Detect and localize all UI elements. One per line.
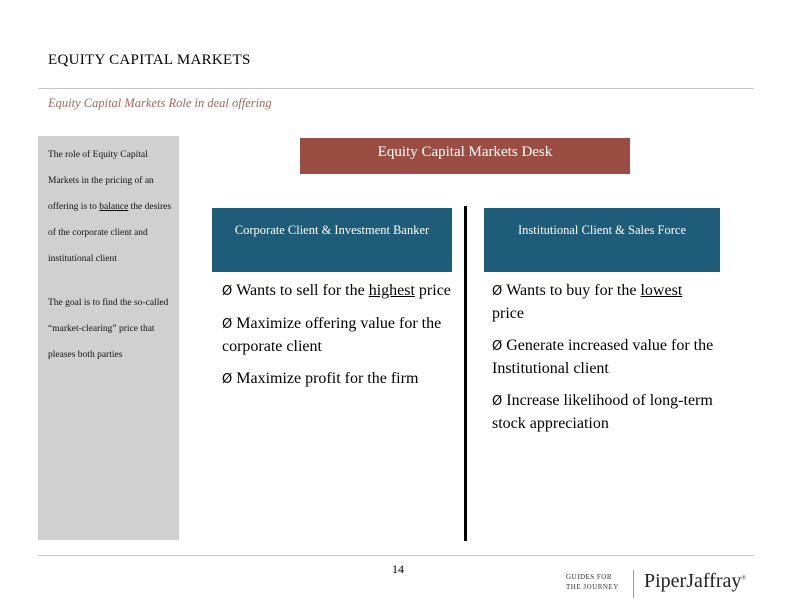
list-item (492, 280, 718, 325)
registered-mark: ® (741, 575, 746, 582)
page-number: 14 (392, 562, 404, 576)
bullet-text: Maximize profit for the firm (236, 370, 419, 387)
list-item (222, 313, 458, 358)
bullet-text: price (492, 305, 524, 322)
arrow-bullet-icon: Ø (222, 284, 233, 299)
brand-logo (644, 570, 746, 593)
bullet-text: Wants to buy for the (506, 282, 641, 299)
bullet-text-underlined: highest (368, 282, 415, 299)
arrow-bullet-icon: Ø (492, 339, 503, 354)
list-item (492, 390, 718, 435)
tagline-line: THE JOURNEY (566, 583, 619, 591)
footer-divider (38, 555, 754, 556)
corporate-column-header: Corporate Client & Investment Banker (212, 208, 452, 272)
bullet-text: Wants to sell for the (236, 282, 369, 299)
bullet-text-underlined: lowest (640, 282, 683, 299)
arrow-bullet-icon: Ø (222, 372, 233, 387)
side-paragraph-role (48, 142, 173, 272)
corporate-bullet-list (222, 280, 458, 401)
list-item (222, 280, 458, 303)
side-text-underlined: balance (99, 202, 129, 212)
tagline-logo (566, 572, 628, 592)
arrow-bullet-icon: Ø (492, 394, 503, 409)
header-divider (38, 88, 754, 89)
institutional-column-header: Institutional Client & Sales Force (484, 208, 720, 272)
logo-separator (633, 570, 634, 598)
side-paragraph-goal: The goal is to find the so-called “market-clearing” price that pleases both parties (48, 298, 169, 360)
side-panel (38, 136, 179, 540)
bullet-text: price (414, 282, 451, 299)
institutional-bullet-list (492, 280, 718, 445)
bullet-text: Generate increased value for the Institutional client (492, 337, 714, 377)
bullet-text: Maximize offering value for the corporate client (222, 315, 442, 355)
page-title: EQUITY CAPITAL MARKETS (48, 52, 251, 68)
bullet-text: Increase likelihood of long-term stock appreciation (492, 392, 713, 432)
arrow-bullet-icon: Ø (492, 284, 503, 299)
side-text: the desires of the corporate client and institutional client (48, 202, 172, 264)
desk-header-label: Equity Capital Markets Desk (377, 144, 553, 160)
column-divider (464, 206, 467, 541)
brand-name: PiperJaffray (644, 570, 742, 592)
side-text: The role of Equity Capital Markets in the pricing of an offering is to (48, 150, 154, 212)
tagline-line: GUIDES FOR (566, 573, 613, 581)
list-item (222, 368, 458, 391)
arrow-bullet-icon: Ø (222, 317, 233, 332)
list-item (492, 335, 718, 380)
page-subtitle: Equity Capital Markets Role in deal offering (48, 96, 272, 110)
desk-header (300, 138, 630, 174)
